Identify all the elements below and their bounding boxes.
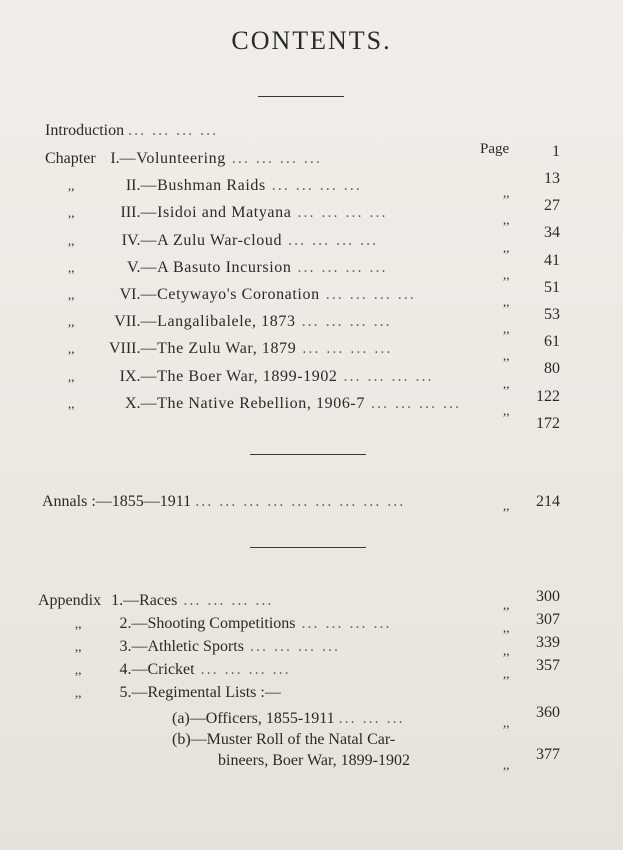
leader-dots: ... ... ... ...	[319, 286, 416, 303]
chapter-page: 61	[544, 333, 560, 351]
chapter-title: —Cetywayo's Coronation	[140, 286, 320, 303]
appendix-title: —Shooting Competitions	[131, 615, 296, 632]
leader-dots: ... ... ... ...	[364, 394, 461, 412]
toc-chapter[interactable]	[68, 232, 378, 250]
chapter-numeral: VII.	[114, 313, 141, 331]
introduction-label: Introduction	[45, 122, 125, 139]
leader-dots: ... ... ... ...	[265, 177, 362, 195]
appendix-word: Appendix	[38, 592, 102, 609]
chapter-page: 172	[536, 414, 560, 432]
toc-chapter[interactable]	[68, 313, 392, 331]
leader-dots: ... ... ... ... ... ... ... ... ...	[195, 493, 406, 510]
appendix-number: 5.	[119, 684, 132, 701]
page-title: CONTENTS.	[231, 26, 392, 55]
ditto-mark: ,,	[75, 616, 82, 631]
section-rule-2	[250, 547, 366, 548]
ditto-mark: ,,	[503, 348, 510, 364]
toc-appendix[interactable]	[75, 661, 291, 679]
chapter-numeral: IV.	[121, 231, 141, 249]
ditto-mark: ,,	[503, 185, 510, 201]
ditto-mark: ,,	[503, 643, 510, 658]
leader-dots: ... ... ... ...	[194, 661, 291, 678]
leader-dots: ... ... ... ...	[177, 592, 274, 609]
ditto-mark: ,,	[75, 639, 82, 654]
chapter-page: 53	[544, 306, 560, 323]
toc-chapter[interactable]	[68, 259, 387, 277]
ditto-mark: ,,	[503, 321, 510, 337]
chapter-page: 13	[544, 170, 560, 187]
ditto-mark: ,,	[503, 498, 510, 513]
appendix-page: 307	[536, 611, 560, 628]
chapter-numeral: IX.	[119, 367, 141, 385]
chapter-page: 80	[544, 360, 560, 378]
ditto-mark: ,,	[503, 402, 510, 418]
chapter-page: 122	[536, 387, 560, 405]
appendix-number: 1.	[111, 592, 124, 609]
chapter-numeral: III.	[120, 204, 141, 222]
toc-annals[interactable]	[42, 493, 405, 511]
ditto-mark: ,,	[503, 620, 510, 635]
chapter-numeral: X.	[124, 394, 141, 412]
ditto-mark: ,,	[503, 266, 510, 282]
appendix-page: 339	[536, 634, 560, 651]
chapter-title: —The Native Rebellion, 1906-7	[140, 394, 365, 412]
chapter-title: —A Basuto Incursion	[140, 258, 292, 276]
toc-chapter[interactable]	[68, 177, 362, 195]
ditto-mark: ,,	[503, 666, 510, 681]
toc-chapter[interactable]	[45, 150, 322, 168]
leader-dots: ... ... ... ...	[295, 313, 392, 331]
chapter-title: —Volunteering	[119, 150, 226, 167]
appendix-number: 2.	[119, 615, 132, 632]
ditto-mark: ,,	[68, 395, 75, 411]
chapter-page: 27	[544, 197, 560, 215]
toc-appendix[interactable]	[75, 638, 340, 656]
chapter-numeral: VI.	[119, 286, 141, 303]
ditto-mark: ,,	[503, 239, 510, 255]
chapter-page: 34	[544, 224, 560, 242]
leader-dots: ... ... ... ...	[291, 258, 388, 276]
toc-appendix[interactable]	[75, 684, 281, 702]
introduction-page: 1	[552, 143, 560, 160]
toc-appendix-5a[interactable]	[172, 710, 405, 728]
toc-appendix-5b[interactable]	[172, 731, 395, 749]
appendix-title: —Races	[123, 592, 178, 609]
toc-chapter[interactable]	[68, 340, 392, 358]
toc-chapter[interactable]	[68, 368, 434, 386]
chapter-numeral: V.	[127, 258, 141, 276]
ditto-mark: ,,	[75, 685, 82, 700]
ditto-mark: ,,	[68, 178, 75, 194]
ditto-mark: ,,	[68, 287, 75, 302]
toc-appendix-5b-cont	[218, 752, 410, 770]
chapter-title: —Bushman Raids	[140, 177, 266, 195]
sub-a-label: (a)—Officers, 1855-1911	[172, 710, 335, 727]
leader-dots: ... ... ... ...	[296, 340, 393, 358]
chapter-numeral: I.	[110, 150, 120, 167]
sub-b-page: 377	[536, 746, 560, 763]
ditto-mark: ,,	[503, 757, 510, 772]
annals-label: Annals :—1855—1911	[42, 493, 192, 510]
title-rule	[258, 96, 344, 97]
chapter-numeral: VIII.	[108, 340, 141, 358]
sub-a-page: 360	[536, 704, 560, 721]
ditto-mark: ,,	[503, 375, 510, 391]
toc-appendix[interactable]	[75, 615, 392, 633]
chapter-title: —Isidoi and Matyana	[140, 204, 292, 222]
chapter-title: —The Boer War, 1899-1902	[140, 367, 338, 385]
ditto-mark: ,,	[68, 205, 75, 221]
appendix-title: —Cricket	[131, 661, 195, 678]
ditto-mark: ,,	[68, 314, 75, 330]
ditto-mark: ,,	[68, 259, 75, 275]
appendix-page: 357	[536, 657, 560, 674]
ditto-mark: ,,	[75, 662, 82, 677]
ditto-mark: ,,	[503, 294, 510, 309]
ditto-mark: ,,	[68, 232, 75, 248]
toc-chapter[interactable]	[68, 286, 416, 304]
chapter-page: 41	[544, 251, 560, 269]
appendix-title: —Athletic Sports	[131, 638, 244, 655]
ditto-mark: ,,	[503, 212, 510, 228]
appendix-number: 3.	[119, 638, 132, 655]
ditto-mark: ,,	[68, 368, 75, 384]
annals-page: 214	[536, 493, 560, 510]
ditto-mark: ,,	[503, 715, 510, 730]
appendix-page: 300	[536, 588, 560, 605]
leader-dots: ... ... ... ...	[295, 615, 392, 632]
toc-chapter[interactable]	[68, 395, 461, 413]
ditto-mark: ,,	[68, 341, 75, 357]
chapter-numeral: II.	[125, 177, 141, 195]
chapter-title: —A Zulu War-cloud	[140, 231, 283, 249]
leader-dots: ... ... ... ...	[337, 367, 434, 385]
chapter-word: Chapter	[45, 150, 96, 167]
toc-chapter[interactable]	[68, 204, 387, 222]
section-rule-1	[250, 454, 366, 455]
ditto-mark: ,,	[503, 597, 510, 612]
leader-dots: ... ... ... ...	[291, 204, 388, 222]
appendix-title: —Regimental Lists :—	[131, 684, 281, 701]
leader-dots: ... ... ... ...	[225, 150, 322, 167]
chapter-title: —The Zulu War, 1879	[140, 340, 297, 358]
sub-b-line2: bineers, Boer War, 1899-1902	[218, 752, 410, 769]
sub-b-line1: (b)—Muster Roll of the Natal Car-	[172, 731, 396, 748]
leader-dots: ... ... ... ...	[282, 231, 379, 249]
leader-dots: ... ... ... ...	[243, 638, 340, 655]
chapter-page: 51	[544, 278, 560, 296]
toc-introduction[interactable]	[45, 122, 218, 140]
toc-appendix[interactable]	[38, 592, 273, 610]
chapter-title: —Langalibalele, 1873	[140, 313, 296, 331]
page-column-label: Page	[480, 141, 510, 157]
leader-dots: ... ... ...	[338, 710, 405, 727]
appendix-number: 4.	[119, 661, 132, 678]
leader-dots: ... ... ... ...	[128, 122, 219, 139]
